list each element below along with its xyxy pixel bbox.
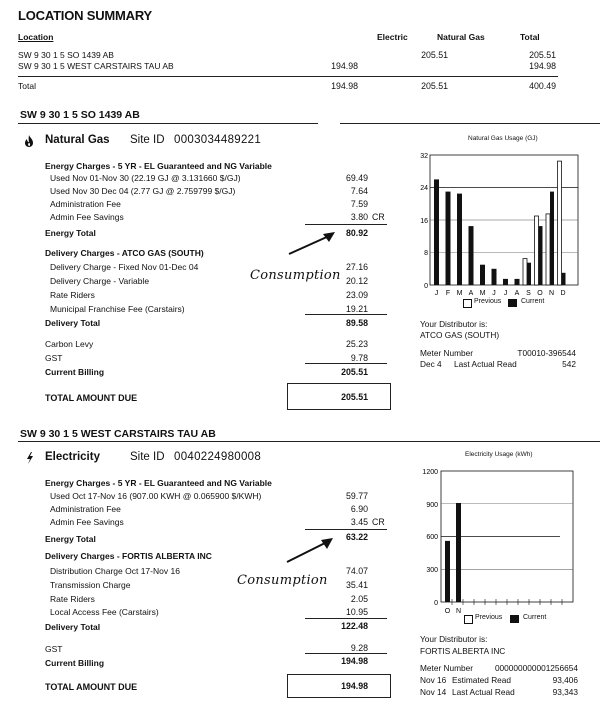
legend-previous-swatch xyxy=(463,299,472,308)
summary-row-location: SW 9 30 1 5 SO 1439 AB xyxy=(18,50,114,60)
svg-text:J: J xyxy=(434,290,439,297)
gas-delivery-total-amount: 89.58 xyxy=(345,318,368,328)
electric-energy-total-amount: 63.22 xyxy=(345,532,368,542)
legend-previous-label: Previous xyxy=(474,298,502,305)
summary-total-gas: 205.51 xyxy=(421,81,448,91)
electric-current-billing-label: Current Billing xyxy=(45,658,105,668)
gas-site-label: Site ID xyxy=(130,134,165,146)
gas-distributor-label: Your Distributor is: xyxy=(420,319,488,329)
gas-meter-number: T00010-396544 xyxy=(517,348,576,358)
gas-other-line: Carbon Levy xyxy=(45,339,94,349)
gas-other-amount: 9.78 xyxy=(350,353,368,363)
summary-row-location: SW 9 30 1 5 WEST CARSTAIRS TAU AB xyxy=(18,61,174,71)
electric-other-amount: 9.28 xyxy=(350,643,368,653)
electric-energy-amount: 3.45 xyxy=(350,517,368,527)
electric-handwritten-annotation: Consumption xyxy=(237,573,328,588)
svg-text:16: 16 xyxy=(420,218,428,225)
gas-other-amount: 25.23 xyxy=(345,339,368,349)
svg-text:300: 300 xyxy=(426,567,438,574)
electric-energy-line: Used Oct 17-Nov 16 (907.00 KWH @ 0.065900 $/KWH) xyxy=(50,491,262,501)
svg-text:0: 0 xyxy=(434,600,438,607)
gas-energy-heading: Energy Charges - 5 YR - EL Guaranteed and NG Variable xyxy=(45,161,272,171)
electric-total-due-amount: 194.98 xyxy=(341,681,368,691)
gas-current-billing-label: Current Billing xyxy=(45,367,105,377)
svg-text:A: A xyxy=(514,290,520,297)
svg-text:24: 24 xyxy=(420,185,428,192)
gas-chart-title: Natural Gas Usage (GJ) xyxy=(468,135,538,142)
electric-energy-line: Administration Fee xyxy=(50,504,121,514)
summary-row-electric: 194.98 xyxy=(331,61,358,71)
electric-credit-marker: CR xyxy=(372,517,385,527)
gas-meter-label: Meter Number xyxy=(420,348,474,358)
electric-meter-number: 000000000001256654 xyxy=(494,663,578,673)
gas-energy-amount: 7.64 xyxy=(350,186,368,196)
electric-location-title: SW 9 30 1 5 WEST CARSTAIRS TAU AB xyxy=(20,428,216,440)
summary-total-electric: 194.98 xyxy=(331,81,358,91)
electric-energy-underline xyxy=(305,529,387,530)
svg-text:1200: 1200 xyxy=(422,469,438,476)
gas-section-divider xyxy=(18,123,318,124)
gas-other-line: GST xyxy=(45,353,63,363)
legend-previous-swatch xyxy=(464,615,473,624)
electric-energy-total-label: Energy Total xyxy=(45,534,96,544)
gas-usage-chart xyxy=(410,148,600,313)
summary-header-gas: Natural Gas xyxy=(437,32,485,42)
electric-read-value: 93,406 xyxy=(552,675,578,685)
electric-delivery-line: Transmission Charge xyxy=(50,580,131,590)
electric-delivery-amount: 2.05 xyxy=(350,594,368,604)
svg-text:M: M xyxy=(456,290,463,297)
summary-divider xyxy=(18,76,558,77)
electric-section-divider xyxy=(18,441,600,442)
gas-read-value: 542 xyxy=(562,359,576,369)
electric-delivery-line: Local Access Fee (Carstairs) xyxy=(50,607,159,617)
gas-delivery-amount: 19.21 xyxy=(345,304,368,314)
gas-total-due-label: TOTAL AMOUNT DUE xyxy=(45,393,138,403)
electric-delivery-amount: 35.41 xyxy=(345,580,368,590)
electric-service-name: Electricity xyxy=(45,451,100,463)
gas-energy-amount: 69.49 xyxy=(345,173,368,183)
summary-header-location: Location xyxy=(18,32,54,42)
electric-delivery-line: Distribution Charge Oct 17-Nov 16 xyxy=(50,566,180,576)
electric-energy-heading: Energy Charges - 5 YR - EL Guaranteed and NG Variable xyxy=(45,478,272,488)
svg-text:0: 0 xyxy=(424,283,428,290)
flame-icon xyxy=(24,134,34,152)
legend-current-label: Current xyxy=(523,614,547,621)
gas-read-label: Last Actual Read xyxy=(454,359,517,369)
gas-read-date: Dec 4 xyxy=(420,359,442,369)
svg-text:F: F xyxy=(445,290,451,297)
summary-header-electric: Electric xyxy=(377,32,408,42)
svg-text:O: O xyxy=(444,608,451,615)
electric-distributor-label: Your Distributor is: xyxy=(420,634,488,644)
gas-energy-line: Used Nov 30 Dec 04 (2.77 GJ @ 2.759799 $/GJ) xyxy=(50,186,236,196)
gas-delivery-line: Delivery Charge - Variable xyxy=(50,276,150,286)
gas-distributor-name: ATCO GAS (SOUTH) xyxy=(420,330,500,340)
gas-delivery-heading: Delivery Charges - ATCO GAS (SOUTH) xyxy=(45,248,204,258)
svg-text:O: O xyxy=(537,290,543,297)
svg-text:32: 32 xyxy=(420,153,428,160)
electric-energy-line: Admin Fee Savings xyxy=(50,517,124,527)
electric-delivery-total-amount: 122.48 xyxy=(341,621,368,631)
gas-delivery-line: Delivery Charge - Fixed Nov 01-Dec 04 xyxy=(50,262,199,272)
gas-delivery-amount: 23.09 xyxy=(345,290,368,300)
electric-energy-amount: 59.77 xyxy=(345,491,368,501)
electric-read-label: Estimated Read xyxy=(452,675,512,685)
gas-delivery-line: Rate Riders xyxy=(50,290,95,300)
summary-total-label: Total xyxy=(18,81,36,91)
electric-delivery-heading: Delivery Charges - FORTIS ALBERTA INC xyxy=(45,551,212,561)
gas-delivery-line: Municipal Franchise Fee (Carstairs) xyxy=(50,304,185,314)
electric-total-due-label: TOTAL AMOUNT DUE xyxy=(45,682,138,692)
electric-delivery-underline xyxy=(305,618,387,619)
electric-read-date: Nov 14 xyxy=(420,687,447,697)
legend-current-label: Current xyxy=(521,298,545,305)
electric-site-label: Site ID xyxy=(130,451,165,463)
gas-energy-total-label: Energy Total xyxy=(45,228,96,238)
lightning-icon xyxy=(26,451,34,469)
gas-energy-underline xyxy=(305,224,387,225)
svg-text:M: M xyxy=(479,290,486,297)
electric-other-line: GST xyxy=(45,644,63,654)
svg-text:A: A xyxy=(468,290,474,297)
electric-read-value: 93,343 xyxy=(552,687,578,697)
electric-billing-underline xyxy=(305,653,387,654)
svg-text:N: N xyxy=(455,608,462,615)
electric-chart-title: Electricity Usage (kWh) xyxy=(465,451,533,458)
summary-row-gas: 205.51 xyxy=(421,50,448,60)
gas-site-id: 0003034489221 xyxy=(174,134,262,146)
summary-row-total: 205.51 xyxy=(529,50,556,60)
gas-energy-amount: 7.59 xyxy=(350,199,368,209)
legend-current-swatch xyxy=(508,299,517,307)
svg-text:S: S xyxy=(526,290,531,297)
gas-energy-amount: 3.80 xyxy=(350,212,368,222)
gas-delivery-amount: 27.16 xyxy=(345,262,368,272)
svg-text:600: 600 xyxy=(426,534,438,541)
electric-distributor-name: FORTIS ALBERTA INC xyxy=(420,646,506,656)
svg-text:D: D xyxy=(560,290,566,297)
legend-current-swatch xyxy=(510,615,519,623)
arrow-icon xyxy=(285,228,340,263)
arrow-icon xyxy=(283,534,338,571)
electric-current-billing-amount: 194.98 xyxy=(341,656,368,666)
gas-delivery-underline xyxy=(305,314,387,315)
electric-delivery-total-label: Delivery Total xyxy=(45,622,101,632)
gas-location-title: SW 9 30 1 5 SO 1439 AB xyxy=(20,109,140,121)
gas-total-due-amount: 205.51 xyxy=(341,392,368,402)
electric-delivery-amount: 10.95 xyxy=(345,607,368,617)
summary-total-total: 400.49 xyxy=(529,81,556,91)
gas-energy-total-amount: 80.92 xyxy=(345,228,368,238)
svg-text:N: N xyxy=(548,290,555,297)
gas-handwritten-annotation: Consumption xyxy=(250,268,341,283)
gas-energy-line: Used Nov 01-Nov 30 (22.19 GJ @ 3.131660 $/GJ) xyxy=(50,173,241,183)
summary-row-total: 194.98 xyxy=(529,61,556,71)
summary-header-total: Total xyxy=(520,32,540,42)
electricity-usage-chart xyxy=(410,465,600,620)
electric-energy-amount: 6.90 xyxy=(350,504,368,514)
svg-text:900: 900 xyxy=(426,502,438,509)
electric-delivery-amount: 74.07 xyxy=(345,566,368,576)
electric-meter-label: Meter Number xyxy=(420,663,474,673)
gas-energy-line: Administration Fee xyxy=(50,199,121,209)
svg-text:J: J xyxy=(503,290,508,297)
electric-delivery-line: Rate Riders xyxy=(50,594,95,604)
electric-read-label: Last Actual Read xyxy=(452,687,515,697)
gas-delivery-total-label: Delivery Total xyxy=(45,318,101,328)
gas-delivery-amount: 20.12 xyxy=(345,276,368,286)
gas-current-billing-amount: 205.51 xyxy=(341,367,368,377)
gas-section-divider-right xyxy=(340,123,600,124)
gas-energy-line: Admin Fee Savings xyxy=(50,212,124,222)
gas-billing-underline xyxy=(305,363,387,364)
svg-text:J: J xyxy=(492,290,496,297)
legend-previous-label: Previous xyxy=(475,614,503,621)
summary-title: LOCATION SUMMARY xyxy=(18,8,153,23)
gas-service-name: Natural Gas xyxy=(45,134,110,146)
gas-credit-marker: CR xyxy=(372,212,385,222)
electric-site-id: 0040224980008 xyxy=(174,451,262,463)
svg-text:8: 8 xyxy=(424,250,428,257)
electric-read-date: Nov 16 xyxy=(420,675,447,685)
